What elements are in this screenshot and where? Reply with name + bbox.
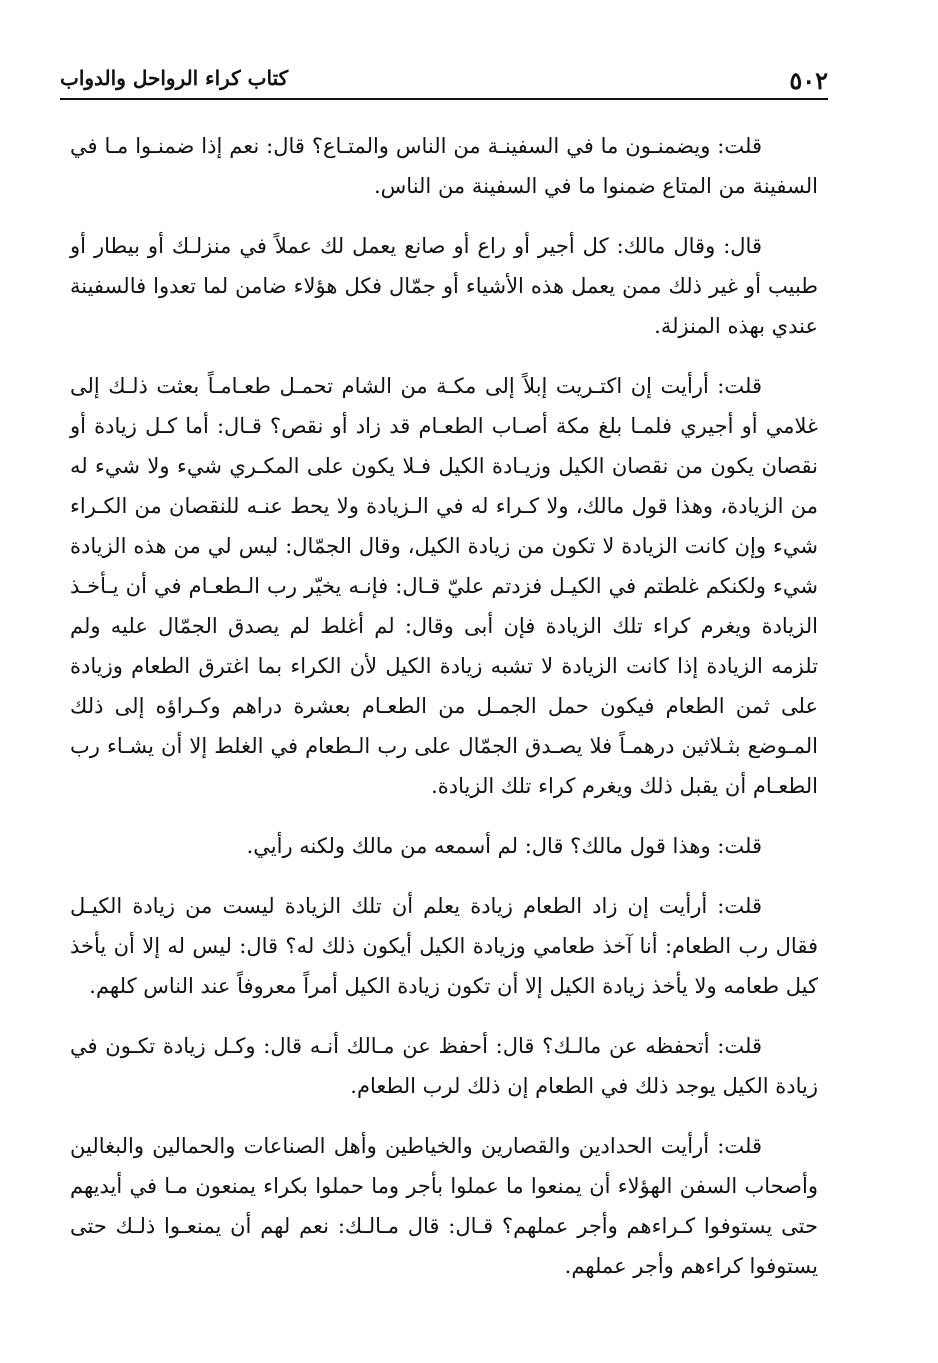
body-text — [70, 126, 818, 1306]
paragraph-1: قلت: ويضمنـون ما في السفينـة من الناس والمتـاع؟ قال: نعم إذا ضمنـوا مـا في السفينة من المتاع ضمنوا ما في السفينة من الناس. — [70, 134, 818, 198]
page-number: ٥٠٢ — [789, 66, 828, 95]
running-title: كتاب كراء الرواحل والدواب — [60, 66, 289, 90]
paragraph-4: قلت: وهذا قول مالك؟ قال: لم أسمعه من مالك ولكنه رأيي. — [246, 834, 762, 858]
paragraph-3: قلت: أرأيت إن اكتـريت إبلاً إلى مكـة من الشام تحمـل طعـامـاً بعثت ذلـك إلى غلامي أو أجيري فلمـا بلغ مكة أصـاب الطعـام قد زاد أو نقص؟ قـال: أما كـل زيادة أو نقصان يكون من نقصان الكيل وزيـادة الكيل فـلا يكون على المكـري شيء ولا شيء له من الزيادة، وهذا قول مالك، ولا كـراء له في الـزيادة ولا يحط عنـه للنقصان من الكـراء شيء وإن كانت الزيادة لا تكون من زيادة الكيل، وقال الجمّال: ليس لي من هذه الزيادة شيء ولكنكم غلطتم في الكيـل فزدتم عليّ قـال: فإنـه يخيّر رب الـطعـام في أن يـأخـذ الزيادة ويغرم كراء تلك الزيادة فإن أبى وقال: لم أغلط لم يصدق الجمّال عليه ولم تلزمه الزيادة إذا كانت الزيادة لا تشبه زيادة الكيل لأن الكراء بما اغترق الطعام وزيادة على ثمن الطعام فيكون حمل الجمـل من الطعـام بعشرة دراهم وكـراؤه إلى ذلك المـوضع بثـلاثين درهمـاً فلا يصـدق الجمّال على رب الـطعام في الغلط إلا أن يشـاء رب الطعـام أن يقبل ذلك ويغرم كراء تلك الزيادة. — [70, 374, 818, 798]
paragraph-5: قلت: أرأيت إن زاد الطعام زيادة يعلم أن تلك الزيادة ليست من زيادة الكيـل فقال رب الطعام: أنا آخذ طعامي وزيادة الكيل أيكون ذلك له؟ قال: ليس له إلا أن يأخذ كيل طعامه ولا يأخذ زيادة الكيل إلا أن تكون زيادة الكيل أمراً معروفاً عند الناس كلهم. — [70, 894, 818, 998]
paragraph-2: قال: وقال مالك: كل أجير أو راع أو صانع يعمل لك عملاً في منزلـك أو بيطار أو طبيب أو غير ذلك ممن يعمل هذه الأشياء أو جمّال فكل هؤلاء ضامن لما تعدوا فالسفينة عندي بهذه المنزلة. — [70, 234, 818, 338]
page-header — [60, 62, 828, 100]
paragraph-6: قلت: أتحفظه عن مالـك؟ قال: أحفظ عن مـالك أنـه قال: وكـل زيادة تكـون في زيادة الكيل يوجد ذلك في الطعام إن ذلك لرب الطعام. — [70, 1034, 818, 1098]
paragraph-7: قلت: أرأيت الحدادين والقصارين والخياطين وأهل الصناعات والحمالين والبغالين وأصحاب السفن الهؤلاء أن يمنعوا ما عملوا بأجر وما حملوا بكراء يمنعون مـا في أيديهم حتى يستوفوا كـراءهم وأجر عملهم؟ قـال: قال مـالـك: نعم لهم أن يمنعـوا ذلـك حتى يستوفوا كراءهم وأجر عملهم. — [70, 1134, 818, 1278]
